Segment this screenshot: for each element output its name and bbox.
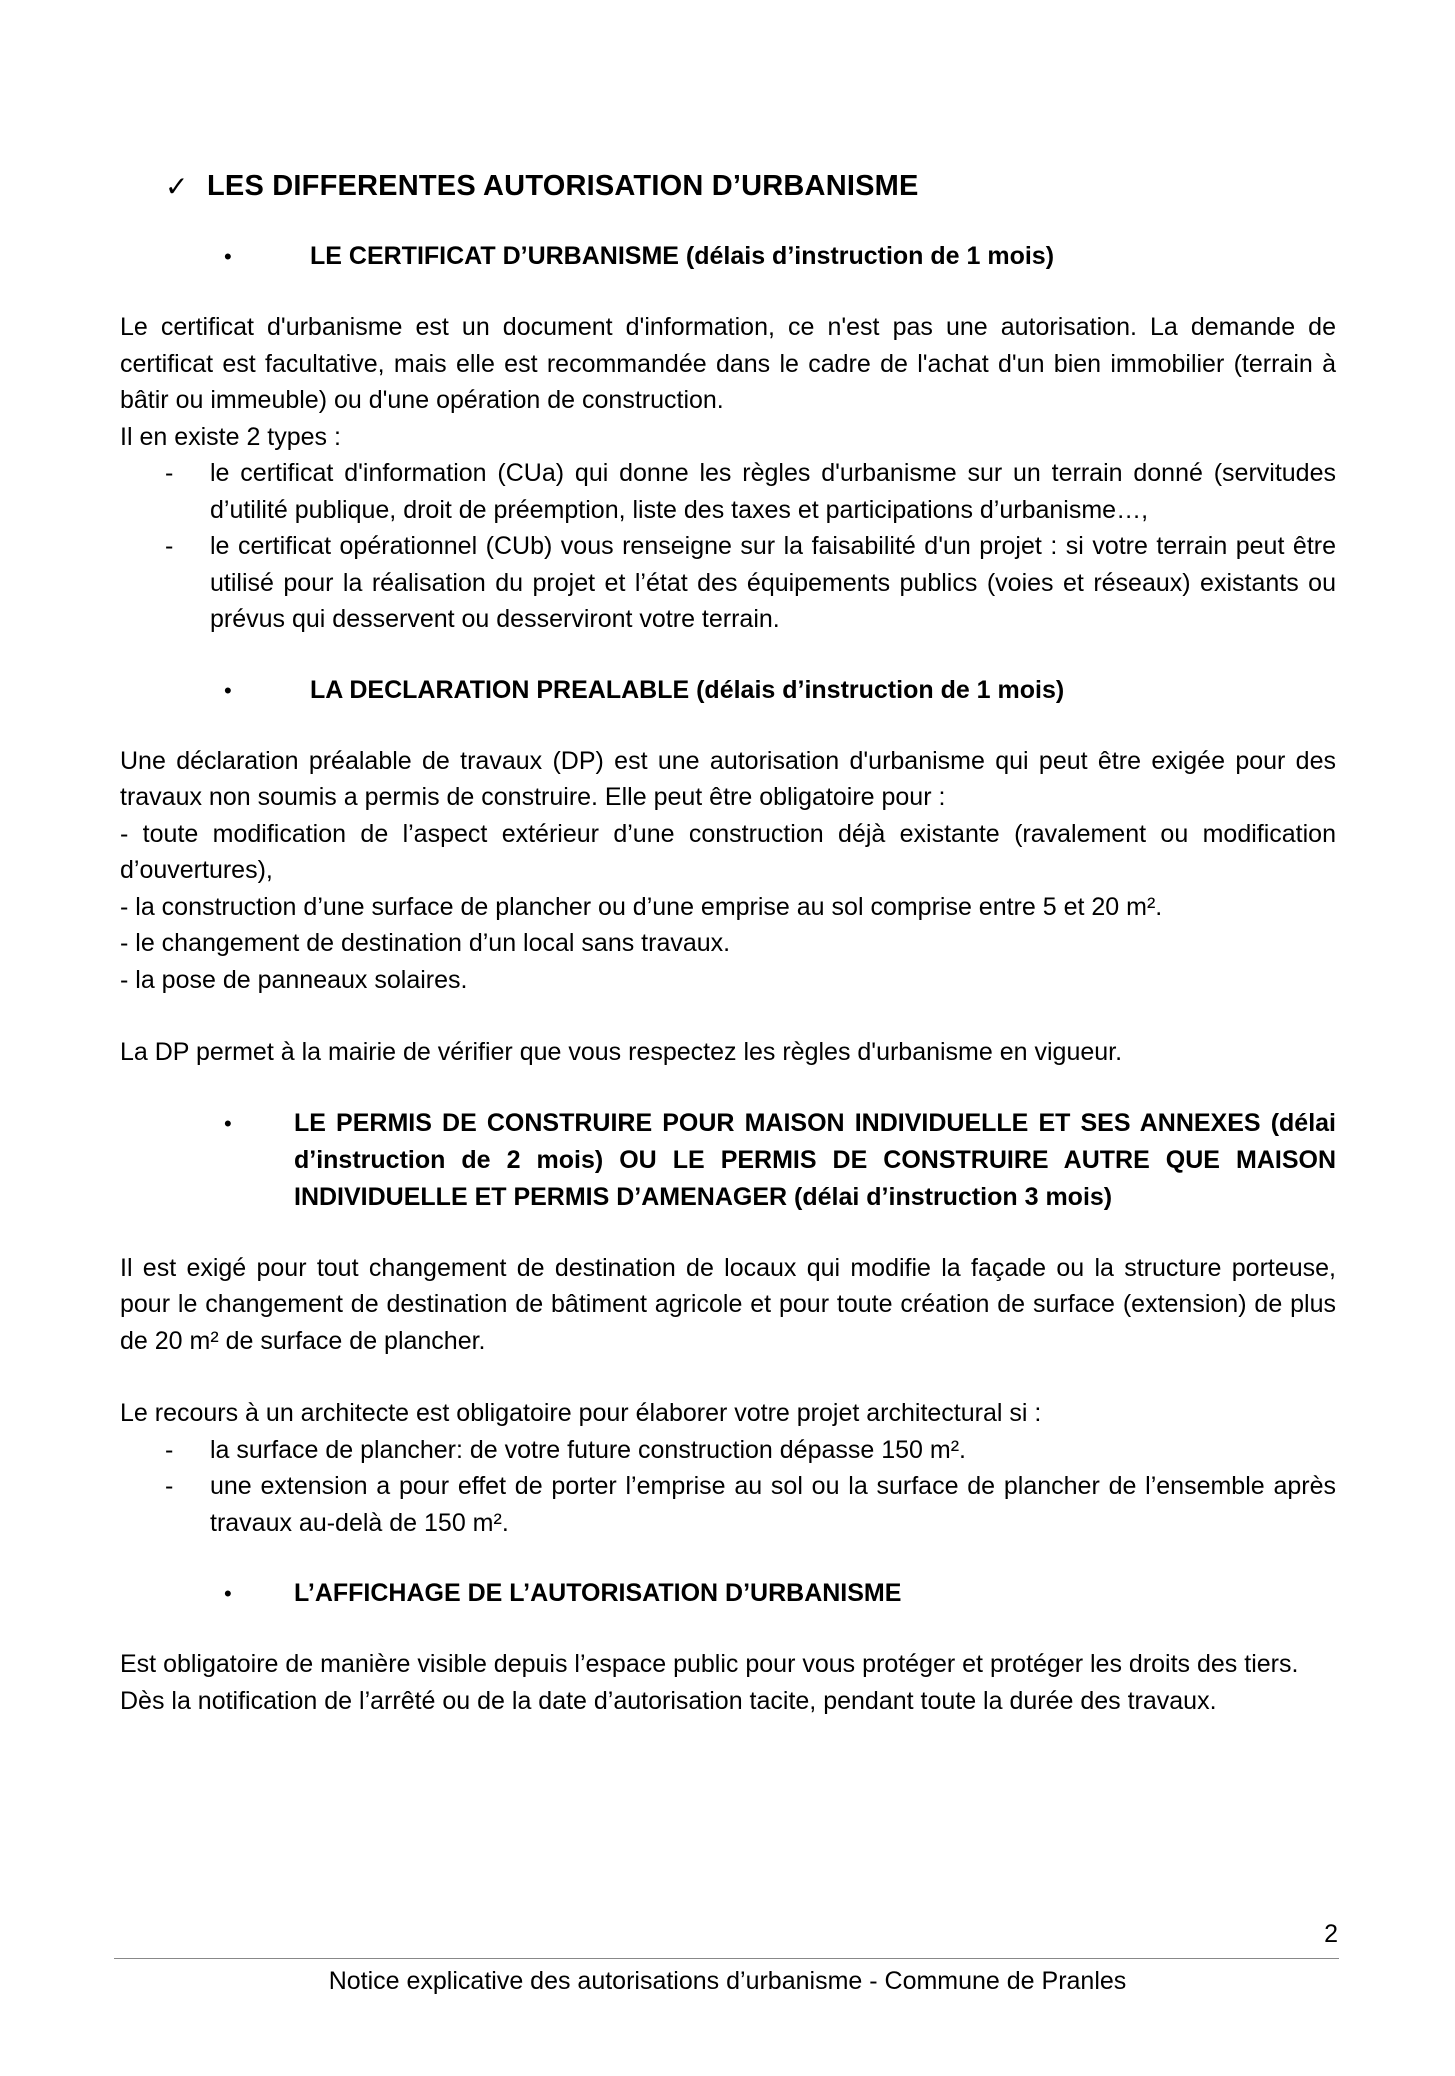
section-heading-permis <box>120 1105 1336 1216</box>
list-item <box>120 455 1336 528</box>
section-heading-text: LE PERMIS DE CONSTRUIRE POUR MAISON INDIVIDUELLE ET SES ANNEXES (délai d’instruction de 2 mois) OU LE PERMIS DE CONSTRUIRE AUTRE QUE MAISON INDIVIDUELLE ET PERMIS D’AMENAGER (délai d’instruction 3 mois) <box>294 1108 1336 1211</box>
section-heading-text: LE CERTIFICAT D’URBANISME (délais d’instruction de 1 mois) <box>310 242 1055 270</box>
page-title-text: LES DIFFERENTES AUTORISATION D’URBANISME <box>207 169 919 202</box>
declaration-intro: Une déclaration préalable de travaux (DP) est une autorisation d'urbanisme qui peut être exigée pour des travaux non soumis a permis de construire. Elle peut être obligatoire pour : <box>120 746 1336 811</box>
bullet-icon: • <box>224 1581 232 1606</box>
page-content <box>120 160 1336 1719</box>
page-number: 2 <box>1324 1920 1338 1948</box>
certificat-types-label: Il en existe 2 types : <box>120 422 341 451</box>
page-title <box>165 160 1336 212</box>
dash-marker: - <box>165 1435 174 1464</box>
certificat-types-list <box>120 455 1336 638</box>
section-heading-text: LA DECLARATION PREALABLE (délais d’instruction de 1 mois) <box>310 675 1065 704</box>
declaration-line: - le changement de destination d’un local sans travaux. <box>120 929 731 957</box>
list-item-text: une extension a pour effet de porter l’emprise au sol ou la surface de plancher de l’ensemble après travaux au-delà de 150 m². <box>210 1472 1336 1537</box>
list-item-text: la surface de plancher: de votre future construction dépasse 150 m². <box>210 1435 966 1464</box>
checkmark-icon: ✓ <box>165 170 189 202</box>
declaration-line: - toute modification de l’aspect extérieur d’une construction déjà existante (ravalement ou modification d’ouvertures), <box>120 819 1336 884</box>
section-heading-affichage <box>120 1575 1336 1612</box>
list-item-text: le certificat d'information (CUa) qui donne les règles d'urbanisme sur un terrain donné (servitudes d’utilité publique, droit de préemption, liste des taxes et participations d’urbanisme…, <box>210 459 1336 524</box>
dash-marker: - <box>165 1472 174 1500</box>
dash-marker: - <box>165 532 174 560</box>
declaration-conclusion: La DP permet à la mairie de vérifier que vous respectez les règles d'urbanisme en vigueur. <box>120 1038 1123 1066</box>
bullet-icon: • <box>224 1110 232 1136</box>
bullet-icon: • <box>224 677 232 703</box>
list-item-text: le certificat opérationnel (CUb) vous renseigne sur la faisabilité d'un projet : si votre terrain peut être utilisé pour la réalisation du projet et l’état des équipements publics (voies et réseaux) existants ou prévus qui desservent ou desserviront votre terrain. <box>210 532 1336 633</box>
declaration-line: - la pose de panneaux solaires. <box>120 965 468 994</box>
permis-architect-list <box>120 1432 1336 1542</box>
list-item <box>120 1432 1336 1469</box>
declaration-line: - la construction d’une surface de plancher ou d’une emprise au sol comprise entre 5 et 20 m². <box>120 892 1163 921</box>
permis-architect-label: Le recours à un architecte est obligatoire pour élaborer votre projet architectural si : <box>120 1399 1042 1427</box>
list-item <box>120 528 1336 638</box>
footer-text: Notice explicative des autorisations d’urbanisme - Commune de Pranles <box>328 1967 1127 1995</box>
affichage-text: Dès la notification de l’arrêté ou de la date d’autorisation tacite, pendant toute la durée des travaux. <box>120 1686 1217 1715</box>
section-heading-declaration <box>120 672 1336 709</box>
list-item <box>120 1468 1336 1541</box>
footer-divider <box>114 1958 1339 1959</box>
section-heading-text: L’AFFICHAGE DE L’AUTORISATION D’URBANISME <box>294 1579 902 1607</box>
bullet-icon: • <box>224 244 232 269</box>
permis-intro: Il est exigé pour tout changement de destination de locaux qui modifie la façade ou la structure porteuse, pour le changement de destination de bâtiment agricole et pour toute création de surface (extension) de plus de 20 m² de surface de plancher. <box>120 1253 1336 1355</box>
section-heading-certificat <box>120 238 1336 275</box>
affichage-text: Est obligatoire de manière visible depuis l’espace public pour vous protéger et protéger les droits des tiers. <box>120 1650 1299 1678</box>
certificat-intro: Le certificat d'urbanisme est un document d'information, ce n'est pas une autorisation. La demande de certificat est facultative, mais elle est recommandée dans le cadre de l'achat d'un bien immobilier (terrain à bâtir ou immeuble) ou d'une opération de construction. <box>120 313 1336 414</box>
dash-marker: - <box>165 459 174 487</box>
